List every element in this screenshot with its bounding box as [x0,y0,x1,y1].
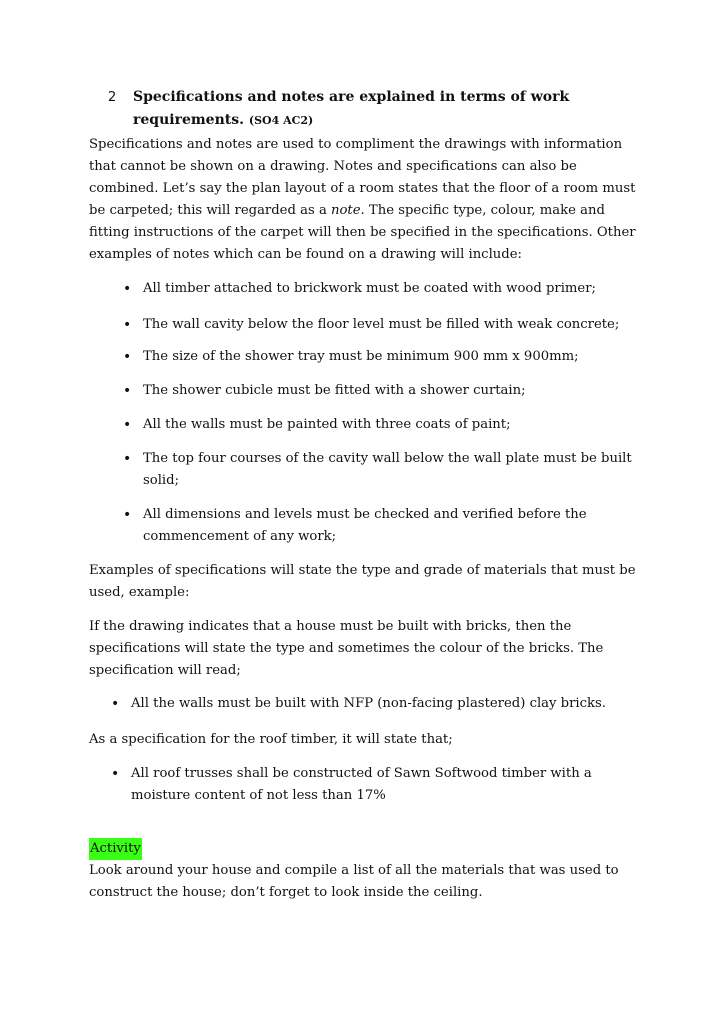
bullet-icon: • [123,281,132,297]
bullet-icon: • [123,383,132,399]
bullet-icon: • [123,451,132,467]
note-text: The size of the shower tray must be minimum 900 mm x 900mm; [143,349,579,364]
note-text: All timber attached to brickwork must be coated with wood primer; [143,281,596,296]
note-item [123,314,663,336]
note-text: The shower cubicle must be fitted with a shower curtain; [143,383,526,398]
note-item [123,346,663,368]
note-item [123,380,663,402]
spec-item [111,763,651,807]
note-item [123,278,663,300]
note-item [123,504,663,548]
bullet-icon: • [111,696,120,712]
note-item [123,414,663,436]
note-text: The wall cavity below the floor level must be filled with weak concrete; [143,317,620,332]
note-text: All the walls must be painted with three coats of paint; [143,417,511,432]
activity-text: Look around your house and compile a list of all the materials that was used to construct the house; don’t forget to look inside the ceiling. [89,863,619,900]
intro-emphasis: note [331,203,361,218]
note-text: The top four courses of the cavity wall below the wall plate must be built solid; [143,451,632,488]
section-heading-line1: Specifications and notes are explained in terms of work [133,89,570,105]
bullet-icon: • [123,507,132,523]
bullet-icon: • [123,349,132,365]
note-text: All dimensions and levels must be checked and verified before the commencement of any work; [143,507,587,544]
spec-text: All roof trusses shall be constructed of Sawn Softwood timber with a moisture content of not less than 17% [131,766,592,803]
intro-text-a: Specifications and notes are used to compliment the drawings with information that cannot be shown on a drawing. Notes and specifications can also be combined. Let’s say the plan layout of a room states that the floor of a room must be carpeted; this will regarded as a [89,137,636,218]
spec-paragraph: If the drawing indicates that a house must be built with bricks, then the specifications will state the type and sometimes the colour of the bricks. The specification will read; [89,619,604,678]
spec-item [111,693,651,715]
intro-paragraph [89,134,649,266]
bullet-icon: • [123,317,132,333]
bullet-icon: • [123,417,132,433]
section-heading-line2-text: requirements. [133,112,244,128]
spec-text: All the walls must be built with NFP (non-facing plastered) clay bricks. [131,696,606,711]
section-heading [109,86,689,132]
roof-intro-paragraph: As a specification for the roof timber, it will state that; [89,732,453,747]
bullet-icon: • [111,766,120,782]
activity-label: Activity [89,838,142,860]
intro-text-b: . The specific type, colour, make and fitting instructions of the carpet will then be specified in the specifications. Other examples of notes which can be found on a drawing will include: [89,203,636,262]
spec-intro-paragraph: Examples of specifications will state the type and grade of materials that must be used, example: [89,563,636,600]
section-reference: (SO4 AC2) [248,114,314,127]
section-number: 2 [108,90,117,105]
section-heading-line2 [109,109,689,132]
note-item [123,448,663,492]
